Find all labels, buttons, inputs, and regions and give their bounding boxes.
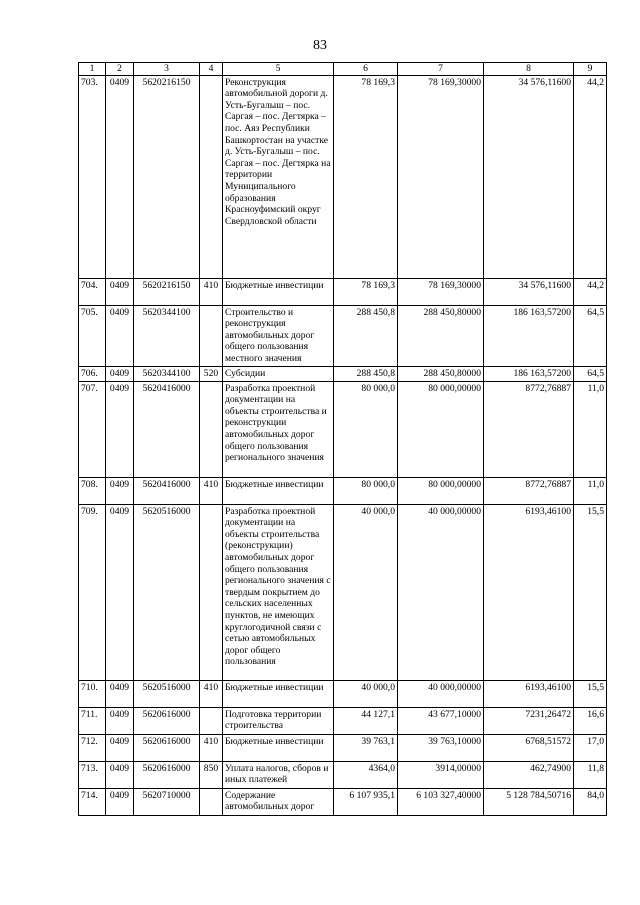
execution-percent: 15,5 [574,680,607,707]
table-row [79,305,607,366]
section-code: 0409 [106,381,134,477]
page-number: 83 [313,38,327,53]
item-name: Бюджетные инвестиции [223,734,334,761]
planned-amount: 4364,0 [334,761,398,788]
target-code: 5620616000 [134,734,200,761]
planned-amount: 40 000,0 [334,504,398,680]
target-code: 5620616000 [134,761,200,788]
approved-amount: 6 103 327,40000 [398,788,484,815]
row-number: 710. [79,680,106,707]
target-code: 5620416000 [134,381,200,477]
row-number: 709. [79,504,106,680]
item-name: Разработка проектной документации на объекты строительства и реконструкции автомобильных дорог общего пользования регионального значения [223,381,334,477]
header-cell: 8 [484,63,574,76]
executed-amount: 6768,51572 [484,734,574,761]
table-row [79,381,607,477]
execution-percent: 11,0 [574,477,607,504]
row-number: 708. [79,477,106,504]
section-code: 0409 [106,680,134,707]
planned-amount: 288 450,8 [334,366,398,381]
executed-amount: 6193,46100 [484,680,574,707]
section-code: 0409 [106,305,134,366]
item-name: Строительство и реконструкция автомобильных дорог общего пользования местного значения [223,305,334,366]
execution-percent: 11,8 [574,761,607,788]
target-code: 5620616000 [134,707,200,734]
planned-amount: 78 169,3 [334,75,398,278]
target-code: 5620344100 [134,305,200,366]
executed-amount: 8772,76887 [484,477,574,504]
expense-type-code: 850 [200,761,223,788]
approved-amount: 3914,00000 [398,761,484,788]
header-cell: 4 [200,63,223,76]
execution-percent: 15,5 [574,504,607,680]
row-number: 711. [79,707,106,734]
planned-amount: 39 763,1 [334,734,398,761]
executed-amount: 462,74900 [484,761,574,788]
header-cell: 6 [334,63,398,76]
item-name: Уплата налогов, сборов и иных платежей [223,761,334,788]
header-cell: 1 [79,63,106,76]
approved-amount: 78 169,30000 [398,278,484,305]
executed-amount: 5 128 784,50716 [484,788,574,815]
executed-amount: 7231,26472 [484,707,574,734]
table-row [79,734,607,761]
row-number: 714. [79,788,106,815]
expense-type-code: 410 [200,680,223,707]
planned-amount: 78 169,3 [334,278,398,305]
expense-type-code: 520 [200,366,223,381]
expense-type-code [200,75,223,278]
execution-percent: 84,0 [574,788,607,815]
execution-percent: 16,6 [574,707,607,734]
approved-amount: 40 000,00000 [398,680,484,707]
executed-amount: 6193,46100 [484,504,574,680]
table-row [79,366,607,381]
row-number: 713. [79,761,106,788]
row-number: 705. [79,305,106,366]
approved-amount: 80 000,00000 [398,381,484,477]
section-code: 0409 [106,707,134,734]
table-row [79,761,607,788]
table-header-row [79,63,607,76]
item-name: Бюджетные инвестиции [223,680,334,707]
section-code: 0409 [106,504,134,680]
target-code: 5620516000 [134,504,200,680]
approved-amount: 40 000,00000 [398,504,484,680]
budget-table [78,62,607,816]
table-row [79,278,607,305]
planned-amount: 80 000,0 [334,477,398,504]
item-name: Разработка проектной документации на объекты строительства (реконструкции) автомобильных дорог общего пользования регионального значения с твердым покрытием до сельских населенных пунктов, не имеющих круглогодичной связи с сетью автомобильных дорог общего пользования [223,504,334,680]
table-row [79,788,607,815]
target-code: 5620416000 [134,477,200,504]
expense-type-code [200,707,223,734]
expense-type-code: 410 [200,477,223,504]
expense-type-code [200,788,223,815]
expense-type-code [200,504,223,680]
approved-amount: 43 677,10000 [398,707,484,734]
item-name: Реконструкция автомобильной дороги д. Усть-Бугалыш – пос. Саргая – пос. Дегтярка – пос. Аяз Республики Башкортостан на участке д. Усть-Бугалыш – пос. Саргая – пос. Дегтярка на территории Муниципального образования Красноуфимский округ Свердловской области [223,75,334,278]
target-code: 5620516000 [134,680,200,707]
target-code: 5620344100 [134,366,200,381]
target-code: 5620216150 [134,75,200,278]
item-name: Содержание автомобильных дорог [223,788,334,815]
execution-percent: 64,5 [574,366,607,381]
section-code: 0409 [106,761,134,788]
header-cell: 5 [223,63,334,76]
execution-percent: 64,5 [574,305,607,366]
target-code: 5620710000 [134,788,200,815]
executed-amount: 186 163,57200 [484,366,574,381]
section-code: 0409 [106,366,134,381]
table-row [79,477,607,504]
executed-amount: 34 576,11600 [484,278,574,305]
section-code: 0409 [106,734,134,761]
approved-amount: 78 169,30000 [398,75,484,278]
target-code: 5620216150 [134,278,200,305]
expense-type-code [200,381,223,477]
executed-amount: 8772,76887 [484,381,574,477]
item-name: Подготовка территории строительства [223,707,334,734]
executed-amount: 34 576,11600 [484,75,574,278]
header-cell: 7 [398,63,484,76]
expense-type-code: 410 [200,734,223,761]
row-number: 704. [79,278,106,305]
section-code: 0409 [106,278,134,305]
execution-percent: 44,2 [574,75,607,278]
approved-amount: 80 000,00000 [398,477,484,504]
section-code: 0409 [106,477,134,504]
row-number: 712. [79,734,106,761]
approved-amount: 288 450,80000 [398,305,484,366]
row-number: 706. [79,366,106,381]
table-row [79,680,607,707]
table-row [79,504,607,680]
approved-amount: 288 450,80000 [398,366,484,381]
planned-amount: 40 000,0 [334,680,398,707]
table-row [79,75,607,278]
item-name: Субсидии [223,366,334,381]
header-cell: 2 [106,63,134,76]
planned-amount: 80 000,0 [334,381,398,477]
header-cell: 9 [574,63,607,76]
row-number: 707. [79,381,106,477]
approved-amount: 39 763,10000 [398,734,484,761]
row-number: 703. [79,75,106,278]
execution-percent: 17,0 [574,734,607,761]
header-cell: 3 [134,63,200,76]
section-code: 0409 [106,75,134,278]
planned-amount: 288 450,8 [334,305,398,366]
execution-percent: 11,0 [574,381,607,477]
expense-type-code [200,305,223,366]
section-code: 0409 [106,788,134,815]
table-row [79,707,607,734]
planned-amount: 44 127,1 [334,707,398,734]
expense-type-code: 410 [200,278,223,305]
executed-amount: 186 163,57200 [484,305,574,366]
item-name: Бюджетные инвестиции [223,278,334,305]
execution-percent: 44,2 [574,278,607,305]
item-name: Бюджетные инвестиции [223,477,334,504]
planned-amount: 6 107 935,1 [334,788,398,815]
